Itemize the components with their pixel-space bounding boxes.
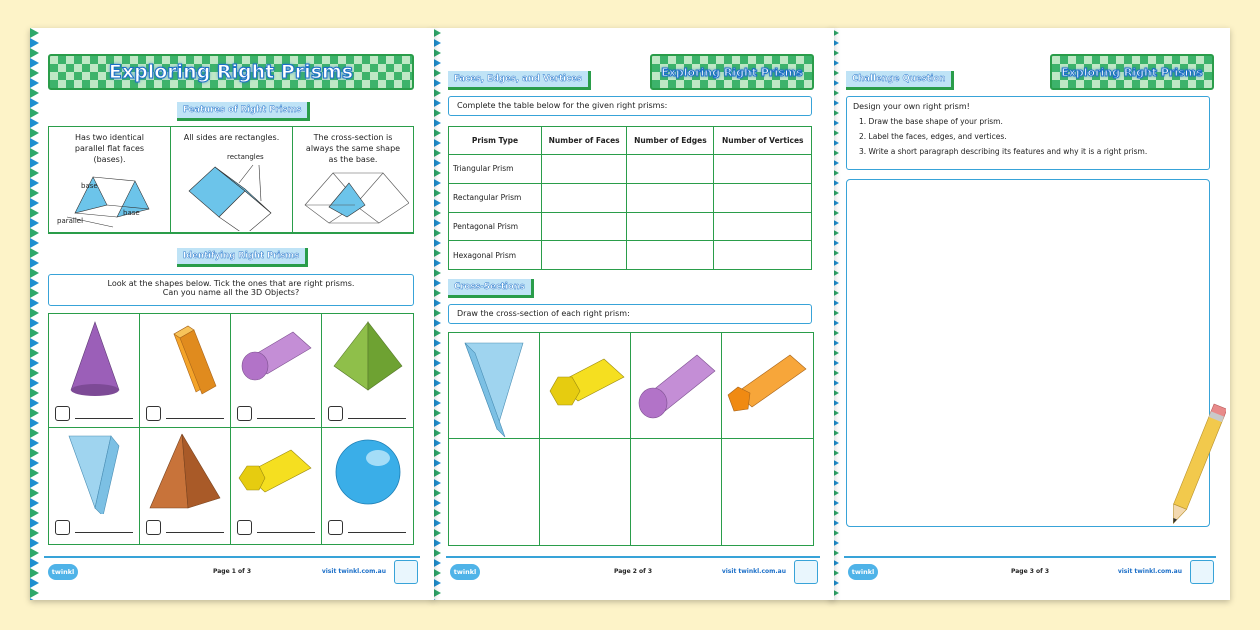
shape-cell: [449, 333, 540, 439]
answer-cell[interactable]: [627, 155, 714, 184]
tick-checkbox[interactable]: [328, 406, 343, 421]
page-title-banner: [650, 54, 814, 90]
answer-line[interactable]: [257, 532, 315, 533]
instruction-line: Can you name all the 3D Objects?: [162, 288, 300, 297]
cross-section-grid: [448, 332, 814, 546]
answer-line[interactable]: [348, 532, 406, 533]
table-row: [449, 241, 812, 270]
shapes-grid: [48, 313, 414, 545]
octagonal-prism-icon: [231, 314, 322, 400]
feature-text: All sides are rectangles.: [183, 133, 280, 142]
shape-cell: [540, 333, 631, 439]
answer-cell[interactable]: [714, 155, 812, 184]
cross-instruction-box: [448, 304, 812, 324]
twinkl-logo: twinkl: [848, 564, 878, 580]
pentagonal-prism-icon: [722, 333, 813, 439]
tick-checkbox[interactable]: [146, 520, 161, 535]
table-header: Number of Edges: [627, 127, 714, 155]
answer-cell[interactable]: [542, 183, 627, 212]
tick-checkbox[interactable]: [237, 520, 252, 535]
answer-cell[interactable]: [627, 241, 714, 270]
drawing-cell[interactable]: [722, 439, 813, 545]
row-label: Rectangular Prism: [449, 183, 542, 212]
page-number: Page 2 of 3: [614, 568, 652, 575]
drawing-cell[interactable]: [631, 439, 722, 545]
page-number: Page 3 of 3: [1011, 568, 1049, 575]
features-grid: [48, 126, 414, 234]
row-label: Triangular Prism: [449, 155, 542, 184]
tick-checkbox[interactable]: [146, 406, 161, 421]
answer-line[interactable]: [166, 532, 224, 533]
drawing-cell[interactable]: [540, 439, 631, 545]
features-heading: Features of Right Prisms: [177, 102, 310, 121]
table-header: Number of Faces: [542, 127, 627, 155]
tick-checkbox[interactable]: [55, 406, 70, 421]
label-base-top: base: [81, 182, 98, 190]
shape-cell: [322, 314, 413, 428]
triangular-prism-icon: [449, 333, 540, 439]
feature-cell-rectangles: [171, 127, 293, 233]
shape-cell: [140, 428, 231, 544]
faces-edges-vertices-heading: Faces, Edges, and Vertices: [448, 71, 591, 90]
cone-icon: [49, 314, 140, 400]
worksheet-page-2: [432, 28, 834, 600]
cross-section-prism-icon: [299, 165, 409, 229]
twinkl-logo: twinkl: [450, 564, 480, 580]
pyramid-icon: [140, 428, 231, 514]
tick-checkbox[interactable]: [237, 406, 252, 421]
drawing-area[interactable]: [846, 179, 1210, 527]
footer-link[interactable]: visit twinkl.com.au: [1117, 568, 1182, 575]
octagonal-prism-icon: [631, 333, 722, 439]
answer-cell[interactable]: [627, 212, 714, 241]
footer-link[interactable]: visit twinkl.com.au: [721, 568, 786, 575]
hexagonal-prism-icon: [231, 428, 322, 514]
challenge-step: 2. Label the faces, edges, and vertices.: [859, 132, 1007, 141]
worksheet-page-3: [830, 28, 1230, 600]
table-instruction: Complete the table below for the given right prisms:: [457, 101, 668, 110]
page-footer: [844, 556, 1216, 586]
pencil-icon: [1166, 400, 1226, 540]
page-footer: [446, 556, 820, 586]
challenge-box: [846, 96, 1210, 170]
shape-cell: [722, 333, 813, 439]
twinkl-logo: twinkl: [48, 564, 78, 580]
feature-text: Has two identical parallel flat faces (bases).: [74, 133, 145, 164]
rectangular-prism-icon: [140, 314, 231, 400]
square-pyramid-icon: [322, 314, 413, 400]
challenge-intro: Design your own right prism!: [853, 102, 970, 111]
row-label: Hexagonal Prism: [449, 241, 542, 270]
answer-cell[interactable]: [542, 241, 627, 270]
hexagonal-prism-icon: [540, 333, 631, 439]
page-footer: [44, 556, 420, 586]
feature-text: The cross-section is always the same shape as the base.: [305, 133, 401, 164]
shape-cell: [231, 428, 322, 544]
table-row: [449, 183, 812, 212]
shape-cell: [631, 333, 722, 439]
drawing-cell[interactable]: [449, 439, 540, 545]
answer-line[interactable]: [257, 418, 315, 419]
quality-badge-icon: [1190, 560, 1214, 584]
table-header: Prism Type: [449, 127, 542, 155]
answer-cell[interactable]: [542, 212, 627, 241]
page-title: Exploring Right Prisms: [1061, 65, 1203, 79]
instruction-line: Look at the shapes below. Tick the ones that are right prisms.: [107, 279, 355, 288]
instruction-box: [48, 274, 414, 306]
worksheet-page-1: [30, 28, 434, 600]
footer-link[interactable]: visit twinkl.com.au: [321, 568, 386, 575]
triangular-prism-icon: [49, 428, 140, 514]
row-label: Pentagonal Prism: [449, 212, 542, 241]
answer-cell[interactable]: [714, 212, 812, 241]
answer-line[interactable]: [75, 418, 133, 419]
cross-instruction: Draw the cross-section of each right prism:: [457, 309, 630, 318]
tick-checkbox[interactable]: [55, 520, 70, 535]
sphere-icon: [322, 428, 413, 514]
page-title: Exploring Right Prisms: [661, 65, 803, 79]
shape-cell: [49, 428, 140, 544]
table-row: [449, 212, 812, 241]
identifying-heading: Identifying Right Prisms: [177, 248, 308, 267]
page-title: Exploring Right Prisms: [108, 61, 354, 83]
page-title-banner: [48, 54, 414, 90]
quality-badge-icon: [394, 560, 418, 584]
shape-cell: [140, 314, 231, 428]
cross-sections-heading: Cross-Sections: [448, 279, 534, 298]
answer-cell[interactable]: [627, 183, 714, 212]
quality-badge-icon: [794, 560, 818, 584]
answer-cell[interactable]: [714, 183, 812, 212]
challenge-step: 3. Write a short paragraph describing its features and why it is a right prism.: [859, 147, 1148, 156]
shape-cell: [322, 428, 413, 544]
rectangular-faces-prism-icon: [179, 161, 289, 231]
answer-line[interactable]: [75, 532, 133, 533]
answer-line[interactable]: [166, 418, 224, 419]
page-number: Page 1 of 3: [213, 568, 251, 575]
label-rectangles: rectangles: [227, 153, 264, 161]
label-base-bottom: base: [123, 209, 140, 217]
prism-table: [448, 126, 812, 270]
tick-checkbox[interactable]: [328, 520, 343, 535]
shape-cell: [231, 314, 322, 428]
page-title-banner: [1050, 54, 1214, 90]
table-header: Number of Vertices: [714, 127, 812, 155]
answer-line[interactable]: [348, 418, 406, 419]
zigzag-border: [30, 28, 40, 600]
feature-cell-bases: [49, 127, 171, 233]
table-row: [449, 155, 812, 184]
table-instruction-box: [448, 96, 812, 116]
challenge-step: 1. Draw the base shape of your prism.: [859, 117, 1003, 126]
feature-cell-cross-section: [293, 127, 413, 233]
answer-cell[interactable]: [714, 241, 812, 270]
challenge-heading: Challenge Question: [846, 71, 954, 90]
label-parallel: parallel: [57, 217, 84, 225]
shape-cell: [49, 314, 140, 428]
answer-cell[interactable]: [542, 155, 627, 184]
